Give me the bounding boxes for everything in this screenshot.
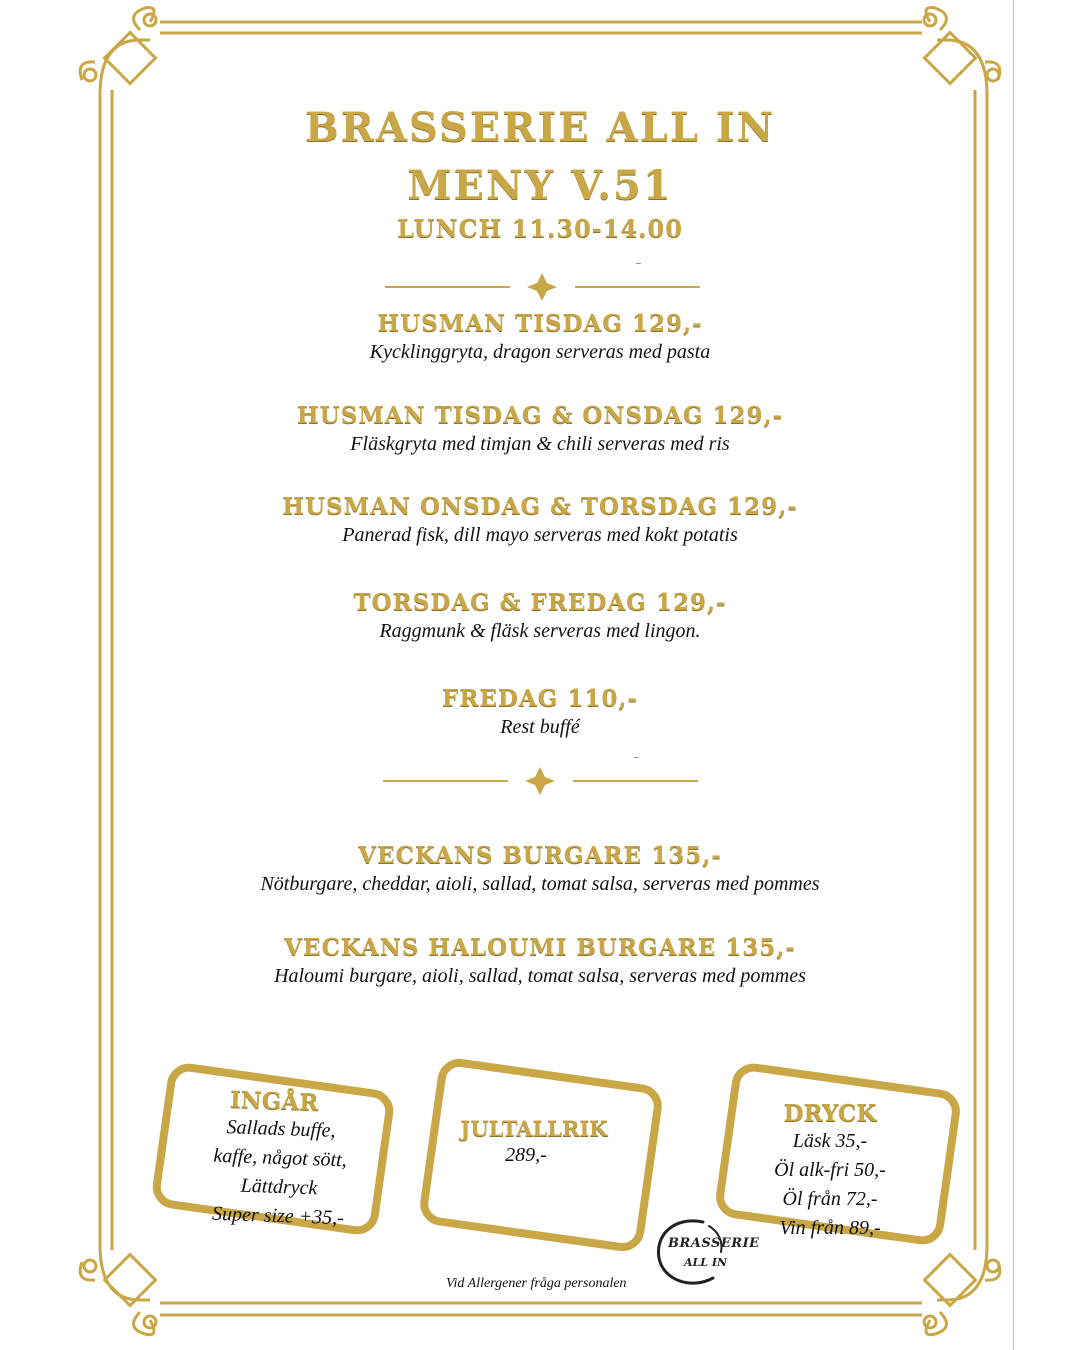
restaurant-title: BRASSERIE ALL IN: [304, 104, 776, 151]
divider-middle: [383, 766, 698, 796]
burger-desc: Haloumi burgare, aioli, sallad, tomat salsa, serveras med pommes: [274, 965, 806, 987]
dish-title: HUSMAN TISDAG & ONSDAG 129,-: [296, 402, 784, 429]
corner-ornament-top-right: [924, 8, 1000, 95]
dryck-section: [720, 1100, 940, 1243]
ingar-line: Super size +35,-: [211, 1202, 345, 1230]
dish-title: FREDAG 110,-: [442, 685, 638, 712]
corner-ornament-top-left: [80, 8, 156, 95]
jultallrik-title: JULTALLRIK: [460, 1116, 608, 1141]
corner-ornament-bottom-right: [924, 1245, 1000, 1335]
dish-title: HUSMAN TISDAG 129,-: [377, 310, 703, 337]
divider-top: [385, 272, 700, 302]
burger-title: VECKANS HALOUMI BURGARE 135,-: [284, 934, 796, 961]
logo-text: ALL IN: [684, 1256, 728, 1269]
burger-desc: Nötburgare, cheddar, aioli, sallad, tomat salsa, serveras med pommes: [260, 873, 820, 895]
burger-title: VECKANS BURGARE 135,-: [358, 842, 722, 869]
dash-mark: [636, 263, 641, 264]
dryck-line: Öl från 72,-: [782, 1188, 878, 1210]
jultallrik-section: [424, 1116, 644, 1170]
dish-desc: Raggmunk & fläsk serveras med lingon.: [379, 620, 701, 642]
star-icon: [527, 273, 557, 301]
dish-desc: Fläskgryta med timjan & chili serveras med ris: [350, 433, 730, 455]
dish-title: HUSMAN ONSDAG & TORSDAG 129,-: [282, 493, 798, 520]
corner-ornament-bottom-left: [80, 1245, 156, 1335]
ingar-section: [168, 1084, 393, 1235]
jultallrik-price: 289,-: [505, 1144, 547, 1166]
lunch-hours: LUNCH 11.30-14.00: [397, 214, 683, 243]
dryck-title: DRYCK: [783, 1100, 877, 1127]
dish-desc: Panerad fisk, dill mayo serveras med kokt potatis: [342, 524, 738, 546]
star-icon: [525, 767, 555, 795]
dryck-line: Läsk 35,-: [792, 1130, 868, 1152]
dish-desc: Kycklinggryta, dragon serveras med pasta: [369, 341, 711, 363]
dryck-line: Öl alk-fri 50,-: [774, 1159, 886, 1181]
dish-title: TORSDAG & FREDAG 129,-: [353, 589, 727, 616]
ingar-line: Sallads buffe,: [226, 1116, 336, 1142]
allergen-note: Vid Allergener fråga personalen: [446, 1276, 627, 1291]
dash-mark: [634, 757, 639, 758]
menu-week-title: MENY V.51: [407, 162, 673, 209]
ingar-line: Lättdryck: [240, 1174, 318, 1200]
dryck-line: Vin från 89,-: [779, 1217, 881, 1239]
logo-text: BRASSERIE: [668, 1236, 760, 1251]
ingar-title: INGÅR: [229, 1086, 319, 1117]
brasserie-logo: [653, 1216, 727, 1290]
ingar-line: kaffe, något sött,: [213, 1144, 348, 1172]
dish-desc: Rest buffé: [500, 716, 580, 738]
